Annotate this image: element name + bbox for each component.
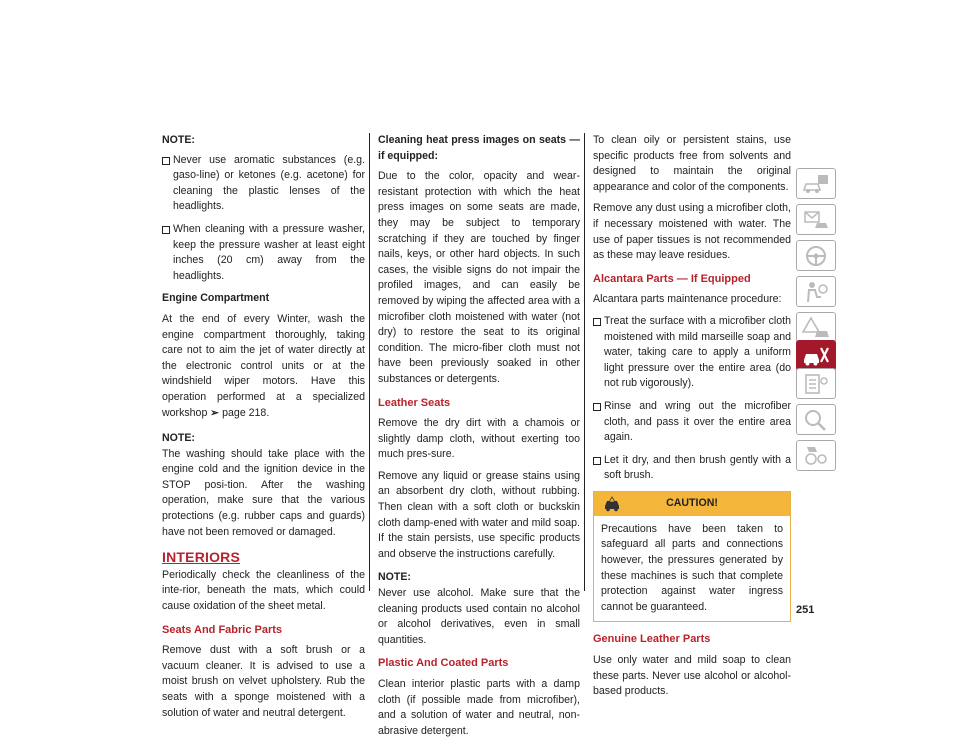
plastic-coated-heading: Plastic And Coated Parts — [378, 657, 509, 670]
list-item — [162, 222, 365, 284]
tab-search[interactable] — [796, 404, 836, 435]
bullet-text: Treat the surface with a microfiber cloth moistened with mild marseille soap and water, taking care to apply a uniform light pressure over the entire area (do not rub vigorously). — [604, 314, 791, 390]
specs-list-icon — [801, 372, 831, 396]
checkbox-bullet-icon — [593, 457, 601, 465]
tab-car-maintenance[interactable] — [796, 340, 836, 371]
tab-steering-wheel[interactable] — [796, 240, 836, 271]
column-left — [162, 133, 365, 727]
alcantara-heading: Alcantara Parts — If Equipped — [593, 272, 751, 285]
page-link-arrow-icon: ➢ — [210, 406, 220, 419]
note-label: NOTE: — [162, 432, 195, 445]
seatbelt-airbag-icon — [801, 280, 831, 304]
tab-car-warning[interactable] — [796, 312, 836, 343]
leather-seats-text-2: Remove any liquid or grease stains using an absorbent dry cloth, without rubbing. Then clean with a soft cloth or buckskin cloth damp-ened with water and mild soap. If the stain persists, use specific products and observe the instructions carefully. — [378, 469, 580, 560]
note-label: NOTE: — [162, 134, 195, 146]
heat-press-text: Due to the color, opacity and wear-resistant protection with which the heat press images on some seats are made, they may be subject to temporary scratching if they are touched by finger nails, keys, or other hard objects. In such cases, the visible signs do not impair the profiled images, and can easily be removed by wiping the affected area with a microfiber cloth moistened with water (not dry) to restore the seat to its original condition. The micro-fiber cloth must not have been previously soaked in other substances or detergents. — [378, 170, 580, 385]
checkbox-bullet-icon — [162, 157, 170, 165]
caution-body — [594, 516, 790, 622]
leather-seats-heading: Leather Seats — [378, 396, 451, 409]
engine-compartment-text — [162, 312, 365, 421]
interiors-heading: INTERIORS — [162, 549, 241, 566]
interiors-text: Periodically check the cleanliness of the inte-rior, beneath the mats, which could cause oxidation of the sheet metal. — [162, 568, 365, 613]
tab-specs-list[interactable] — [796, 368, 836, 399]
bullet-text: Let it dry, and then brush gently with a soft brush. — [604, 453, 791, 482]
heat-press-heading: Cleaning heat press images on seats — if equipped: — [378, 134, 580, 162]
note-text: The washing should take place with the engine cold and the ignition device in the STOP posi-tion. After the washing operation, make sure that the various protections (e.g. rubber caps and guards) have not been removed or damaged. — [162, 447, 365, 538]
bullet-text: When cleaning with a pressure washer, keep the pressure washer at least eight inches (20 cm) away from the headlights. — [173, 222, 365, 282]
steering-wheel-icon — [801, 244, 831, 268]
multimedia-icon — [801, 444, 831, 468]
list-item — [593, 399, 791, 446]
list-item — [593, 314, 791, 392]
genuine-leather-text: Use only water and mild soap to clean these parts. Never use alcohol or alcohol-based products. — [593, 654, 791, 698]
caution-title: CAUTION! — [666, 497, 718, 510]
caution-text: Precautions have been taken to safeguard all parts and connections however, the pressures generated by these machines is such that complete protection against water ingress cannot be guaranteed. — [601, 522, 783, 613]
tab-multimedia[interactable] — [796, 440, 836, 471]
column-divider — [584, 133, 585, 591]
note-label: NOTE: — [378, 571, 411, 584]
plastic-coated-text: Clean interior plastic parts with a damp cloth (if possible made from microfiber), and a solution of water and neutral, non-abrasive detergent. — [378, 678, 580, 737]
bullet-text: Rinse and wring out the microfiber cloth, and pass it over the entire area again. — [604, 399, 791, 444]
seats-fabric-text: Remove dust with a soft brush or a vacuum cleaner. It is advised to use a moist brush on velvet upholstery. Rub the seats with a sponge moistened with a solution of water and neutral detergent. — [162, 644, 365, 719]
caution-box — [593, 491, 791, 623]
genuine-leather-heading: Genuine Leather Parts — [593, 633, 711, 646]
car-info-icon — [801, 172, 831, 196]
page-reference-link[interactable]: page 218. — [222, 406, 270, 419]
engine-compartment-heading: Engine Compartment — [162, 292, 270, 305]
seats-fabric-heading: Seats And Fabric Parts — [162, 623, 283, 636]
tab-car-info[interactable] — [796, 168, 836, 199]
checkbox-bullet-icon — [162, 226, 170, 234]
list-item — [593, 453, 791, 484]
column-middle — [378, 133, 580, 745]
list-item — [162, 153, 365, 215]
tab-car-envelope[interactable] — [796, 204, 836, 235]
car-maintenance-icon — [801, 344, 831, 368]
car-warning-icon — [801, 316, 831, 340]
dust-text: Remove any dust using a microfiber cloth, if necessary moistened with water. The use of paper tissues is not recommended as these may leave residues. — [593, 202, 791, 262]
engine-text: At the end of every Winter, wash the engine compartment thoroughly, taking care not to aim the jet of water directly at the electronic control units or at the windshield wiper motors. Have this operation performed at a specialized workshop — [162, 312, 365, 419]
page-number: 251 — [796, 604, 815, 616]
car-envelope-icon — [801, 208, 831, 232]
caution-header — [594, 492, 790, 516]
bullet-text: Never use aromatic substances (e.g. gaso-line) or ketones (e.g. acetone) for cleaning the plastic lenses of the headlights. — [173, 153, 365, 213]
car-warning-icon — [602, 496, 622, 518]
column-right — [593, 133, 791, 706]
tab-seatbelt-airbag[interactable] — [796, 276, 836, 307]
note-text: Never use alcohol. Make sure that the cleaning products used contain no alcohol or alcohol derivatives, even in small quantities. — [378, 587, 580, 646]
checkbox-bullet-icon — [593, 403, 601, 411]
alcantara-intro: Alcantara parts maintenance procedure: — [593, 293, 782, 306]
checkbox-bullet-icon — [593, 318, 601, 326]
magnifier-icon — [801, 408, 831, 432]
leather-seats-text-1: Remove the dry dirt with a chamois or slightly damp cloth, without exerting too much pres-sure. — [378, 417, 580, 461]
stains-text: To clean oily or persistent stains, use specific products free from solvents and designed to maintain the original appearance and color of the components. — [593, 134, 791, 193]
column-divider — [369, 133, 370, 591]
